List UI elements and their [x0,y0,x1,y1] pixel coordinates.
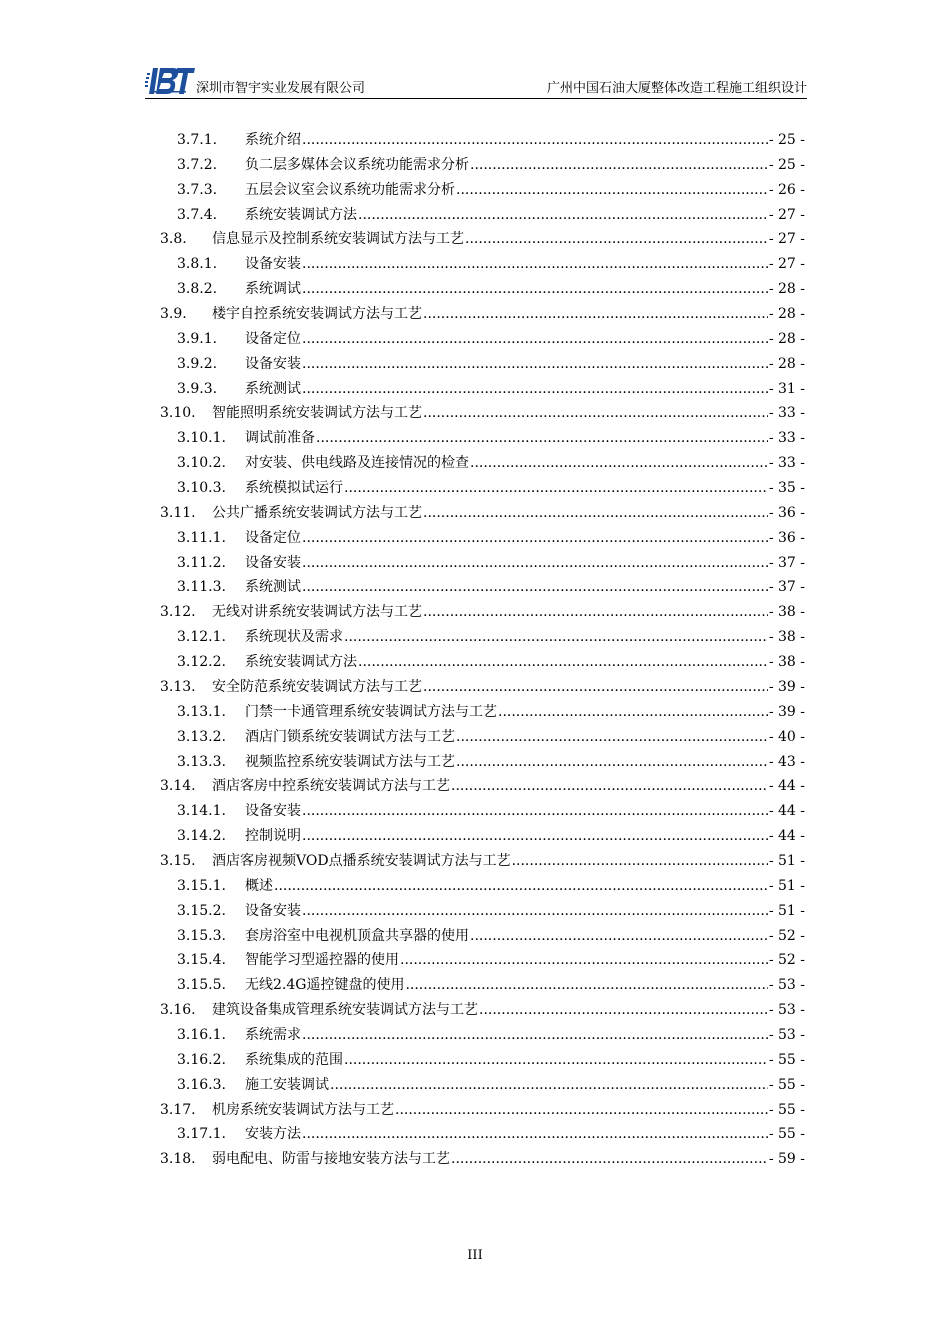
toc-entry-page: - 44 - [768,778,805,795]
toc-entry-number: 3.8.2. [177,281,218,298]
toc-entry-number: 3.9. [160,306,187,323]
toc-entry-page: - 35 - [768,480,805,497]
toc-leader-dots [470,156,768,174]
toc-entry-number: 3.11.3. [177,579,226,596]
toc-entry[interactable] [177,274,805,298]
toc-entry-title: 视频监控系统安装调试方法与工艺 [245,753,455,770]
toc-entry-title: 安装方法 [245,1126,301,1143]
toc-entry-number: 3.7.1. [177,132,218,148]
toc-entry[interactable] [160,498,805,522]
toc-entry-title: 系统现状及需求 [245,629,343,646]
toc-leader-dots [302,1026,768,1044]
toc-entry-title: 系统介绍 [245,132,301,148]
toc-leader-dots [423,504,768,522]
toc-entry-number: 3.9.1. [177,330,218,347]
toc-leader-dots [395,1101,768,1119]
toc-entry-page: - 26 - [768,181,805,198]
toc-entry-title: 套房浴室中电视机顶盒共享器的使用 [245,927,469,944]
toc-entry-page: - 38 - [768,629,805,646]
toc-entry-title: 机房系统安装调试方法与工艺 [212,1101,394,1118]
toc-entry-title: 信息显示及控制系统安装调试方法与工艺 [212,231,464,248]
toc-entry-title: 系统需求 [245,1026,301,1043]
company-logo [145,64,195,96]
toc-entry-title: 建筑设备集成管理系统安装调试方法与工艺 [212,1002,478,1019]
toc-entry-page: - 27 - [768,231,805,248]
toc-entry-number: 3.10.3. [177,480,226,497]
toc-entry[interactable] [177,175,805,199]
toc-leader-dots [358,653,768,671]
toc-entry[interactable] [177,697,805,721]
toc-entry-number: 3.15.5. [177,977,226,994]
toc-entry-number: 3.15.3. [177,927,226,944]
toc-entry-number: 3.12.1. [177,629,226,646]
toc-entry[interactable] [160,224,805,248]
toc-entry-title: 楼宇自控系统安装调试方法与工艺 [212,306,422,323]
toc-entry-number: 3.16.1. [177,1026,226,1043]
toc-entry-page: - 55 - [768,1101,805,1118]
toc-entry[interactable] [177,747,805,771]
toc-entry-page: - 55 - [768,1126,805,1143]
toc-entry[interactable] [177,821,805,845]
toc-entry-number: 3.18. [160,1151,196,1168]
toc-leader-dots [274,877,768,895]
toc-leader-dots [451,777,768,795]
toc-leader-dots [302,355,768,373]
toc-leader-dots [344,628,768,646]
toc-entry-page: - 33 - [768,430,805,447]
toc-entry-page: - 38 - [768,654,805,671]
toc-entry[interactable] [177,1119,805,1143]
toc-entry-page: - 28 - [768,281,805,298]
toc-leader-dots [302,802,768,820]
toc-entry-page: - 28 - [768,330,805,347]
toc-entry-page: - 33 - [768,455,805,472]
toc-entry[interactable] [177,796,805,820]
toc-entry-page: - 27 - [768,256,805,273]
page-header [145,62,807,99]
toc-leader-dots [302,280,768,298]
toc-entry-page: - 53 - [768,1026,805,1043]
toc-entry-page: - 33 - [768,405,805,422]
toc-entry[interactable] [177,374,805,398]
toc-entry-title: 负二层多媒体会议系统功能需求分析 [245,156,469,173]
toc-entry-title: 系统安装调试方法 [245,206,357,223]
toc-entry-number: 3.10. [160,405,196,422]
toc-entry-number: 3.13.1. [177,703,226,720]
toc-entry-title: 设备安装 [245,256,301,273]
toc-entry-number: 3.16. [160,1002,196,1019]
toc-entry[interactable] [160,846,805,870]
toc-entry-page: - 37 - [768,579,805,596]
toc-entry-number: 3.11.1. [177,529,226,546]
toc-entry-number: 3.7.3. [177,181,218,198]
toc-leader-dots [316,429,768,447]
toc-entry-number: 3.13. [160,678,196,695]
toc-leader-dots [423,603,768,621]
toc-entry[interactable] [177,150,805,174]
toc-entry[interactable] [160,1095,805,1119]
toc-entry[interactable] [177,523,805,547]
toc-entry[interactable] [177,249,805,273]
toc-leader-dots [456,728,768,746]
toc-entry-title: 施工安装调试 [245,1076,329,1093]
toc-leader-dots [344,1051,768,1069]
toc-leader-dots [344,479,768,497]
toc-leader-dots [405,976,767,994]
toc-leader-dots [465,230,768,248]
toc-entry[interactable] [160,995,805,1019]
toc-entry-number: 3.15. [160,852,196,869]
toc-entry-page: - 51 - [768,877,805,894]
toc-entry-number: 3.7.2. [177,156,218,173]
toc-entry-number: 3.16.2. [177,1051,226,1068]
toc-entry-page: - 36 - [768,504,805,521]
toc-entry-page: - 25 - [768,156,805,173]
toc-entry[interactable] [160,299,805,323]
toc-leader-dots [498,703,768,721]
toc-entry-number: 3.8. [160,231,187,248]
toc-entry-page: - 59 - [768,1151,805,1168]
toc-entry-number: 3.15.2. [177,902,226,919]
toc-entry-page: - 52 - [768,927,805,944]
toc-entry-title: 酒店门锁系统安装调试方法与工艺 [245,728,455,745]
toc-entry-number: 3.9.2. [177,355,218,372]
toc-entry-title: 系统安装调试方法 [245,654,357,671]
toc-leader-dots [400,951,768,969]
toc-entry[interactable] [177,1020,805,1044]
toc-entry-title: 智能照明系统安装调试方法与工艺 [212,405,422,422]
toc-entry-page: - 36 - [768,529,805,546]
toc-leader-dots [423,305,768,323]
toc-leader-dots [423,678,768,696]
toc-entry-number: 3.14.2. [177,828,226,845]
toc-entry[interactable] [177,125,805,149]
toc-entry-title: 弱电配电、防雷与接地安装方法与工艺 [212,1151,450,1168]
toc-entry-number: 3.16.3. [177,1076,226,1093]
toc-leader-dots [302,578,768,596]
toc-entry-title: 系统模拟试运行 [245,480,343,497]
toc-entry-page: - 51 - [768,852,805,869]
toc-entry-page: - 37 - [768,554,805,571]
toc-entry[interactable] [177,622,805,646]
toc-entry-title: 设备安装 [245,803,301,820]
toc-leader-dots [358,206,768,224]
toc-entry-page: - 44 - [768,828,805,845]
toc-entry-page: - 40 - [768,728,805,745]
toc-entry-title: 酒店客房视频VOD点播系统安装调试方法与工艺 [212,852,511,869]
toc-entry-page: - 53 - [768,977,805,994]
toc-entry[interactable] [177,324,805,348]
toc-leader-dots [330,1076,768,1094]
toc-entry-title: 五层会议室会议系统功能需求分析 [245,181,455,198]
toc-leader-dots [302,131,768,149]
toc-entry-page: - 53 - [768,1002,805,1019]
toc-entry-number: 3.10.2. [177,455,226,472]
toc-entry-number: 3.7.4. [177,206,218,223]
toc-entry-title: 安全防范系统安装调试方法与工艺 [212,678,422,695]
toc-leader-dots [470,927,768,945]
toc-entry-number: 3.8.1. [177,256,218,273]
toc-entry-page: - 55 - [768,1051,805,1068]
toc-entry-number: 3.11. [160,504,196,521]
toc-leader-dots [302,554,768,572]
toc-entry[interactable] [177,349,805,373]
toc-entry[interactable] [177,921,805,945]
project-title: 广州中国石油大厦整体改造工程施工组织设计 [546,81,807,96]
company-name: 深圳市智宇实业发展有限公司 [196,81,366,96]
toc-entry[interactable] [177,423,805,447]
toc-entry-title: 设备安装 [245,355,301,372]
toc-entry-number: 3.12. [160,604,196,621]
toc-entry-number: 3.13.2. [177,728,226,745]
toc-entry[interactable] [177,200,805,224]
toc-leader-dots [302,902,768,920]
toc-entry[interactable] [160,771,805,795]
toc-entry-page: - 38 - [768,604,805,621]
toc-entry-page: - 27 - [768,206,805,223]
toc-entry-number: 3.10.1. [177,430,226,447]
toc-entry-title: 设备安装 [245,554,301,571]
toc-leader-dots [302,255,768,273]
toc-entry-page: - 52 - [768,952,805,969]
toc-entry-number: 3.17.1. [177,1126,226,1143]
toc-entry-title: 系统集成的范围 [245,1051,343,1068]
toc-entry[interactable] [177,1045,805,1069]
toc-entry[interactable] [177,548,805,572]
toc-entry[interactable] [177,722,805,746]
toc-entry-title: 无线对讲系统安装调试方法与工艺 [212,604,422,621]
toc-entry[interactable] [177,572,805,596]
toc-entry-page: - 51 - [768,902,805,919]
toc-entry-number: 3.17. [160,1101,196,1118]
toc-entry[interactable] [177,945,805,969]
toc-entry[interactable] [160,398,805,422]
toc-entry-title: 控制说明 [245,828,301,845]
toc-entry[interactable] [177,970,805,994]
toc-entry-page: - 39 - [768,703,805,720]
toc-leader-dots [512,852,768,870]
toc-entry-number: 3.14.1. [177,803,226,820]
toc-entry[interactable] [177,896,805,920]
toc-entry-title: 门禁一卡通管理系统安装调试方法与工艺 [245,703,497,720]
toc-leader-dots [451,1150,768,1168]
toc-entry-number: 3.11.2. [177,554,226,571]
toc-entry-title: 公共广播系统安装调试方法与工艺 [212,504,422,521]
toc-leader-dots [470,454,768,472]
toc-entry[interactable] [160,597,805,621]
page-number: III [467,1248,483,1263]
toc-entry-title: 设备安装 [245,902,301,919]
toc-leader-dots [423,404,768,422]
toc-entry[interactable] [160,672,805,696]
toc-leader-dots [456,181,768,199]
toc-entry-title: 调试前准备 [245,430,315,447]
toc-entry-title: 系统调试 [245,281,301,298]
toc-entry-number: 3.14. [160,778,196,795]
toc-entry-title: 酒店客房中控系统安装调试方法与工艺 [212,778,450,795]
toc-entry[interactable] [177,1070,805,1094]
toc-leader-dots [302,380,768,398]
toc-entry-title: 系统测试 [245,380,301,397]
toc-entry-title: 对安装、供电线路及连接情况的检查 [245,455,469,472]
toc-entry-number: 3.15.1. [177,877,226,894]
toc-leader-dots [479,1001,768,1019]
toc-entry-number: 3.15.4. [177,952,226,969]
toc-entry-number: 3.12.2. [177,654,226,671]
toc-entry-title: 智能学习型遥控器的使用 [245,952,399,969]
toc-entry[interactable] [177,647,805,671]
toc-entry-title: 设备定位 [245,330,301,347]
toc-entry-number: 3.9.3. [177,380,218,397]
toc-entry[interactable] [177,871,805,895]
toc-entry-title: 系统测试 [245,579,301,596]
toc-entry-page: - 44 - [768,803,805,820]
toc-entry-page: - 28 - [768,306,805,323]
toc-leader-dots [302,330,768,348]
toc-entry-page: - 31 - [768,380,805,397]
toc-entry-page: - 55 - [768,1076,805,1093]
toc-entry-page: - 28 - [768,355,805,372]
toc-entry[interactable] [177,448,805,472]
toc-entry[interactable] [177,473,805,497]
toc-entry-page: - 39 - [768,678,805,695]
toc-entry-number: 3.13.3. [177,753,226,770]
toc-entry-title: 无线2.4G遥控键盘的使用 [245,977,405,994]
toc-entry-page: - 25 - [768,132,805,148]
toc-entry-title: 设备定位 [245,529,301,546]
toc-leader-dots [302,1125,768,1143]
toc-entry[interactable] [160,1144,805,1168]
toc-leader-dots [302,827,768,845]
toc-leader-dots [302,529,768,547]
toc-entry-page: - 43 - [768,753,805,770]
toc-leader-dots [456,753,768,771]
toc-entry-title: 概述 [245,877,273,894]
